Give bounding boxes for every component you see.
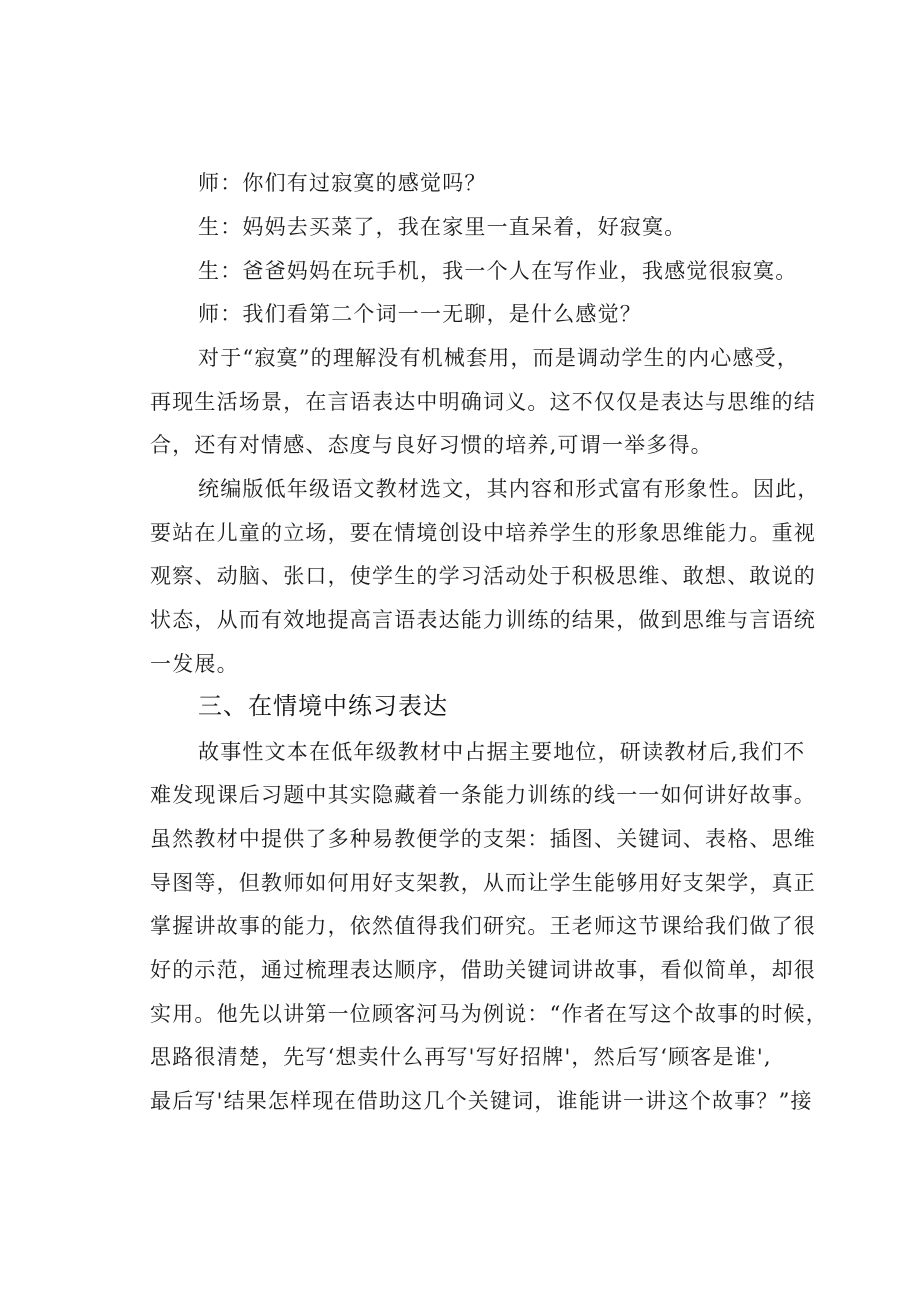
paragraph-line: 故事性文本在低年级教材中占据主要地位，研读教材后,我们不 xyxy=(198,740,806,764)
paragraph-line: 实用。他先以讲第一位顾客河马为例说：“作者在写这个故事的时候， xyxy=(150,1002,828,1026)
paragraph-line: 观察、动脑、张口，使学生的学习活动处于积极思维、敢想、敢说的 xyxy=(150,564,816,588)
dialogue-line: 生：妈妈去买菜了，我在家里一直呆着，好寂寞。 xyxy=(198,215,687,239)
section-heading: 三、在情境中练习表达 xyxy=(198,692,448,720)
paragraph-line: 再现生活场景，在言语表达中明确词义。这不仅仅是表达与思维的结 xyxy=(150,390,816,414)
paragraph-line: 一发展。 xyxy=(150,652,239,676)
paragraph-line: 好的示范，通过梳理表达顺序，借助关键词讲故事，看似简单，却很 xyxy=(150,958,816,982)
paragraph-line: 导图等，但教师如何用好支架教，从而让学生能够用好支架学，真正 xyxy=(150,871,816,895)
paragraph-line: 掌握讲故事的能力，依然值得我们研究。王老师这节课给我们做了很 xyxy=(150,914,816,938)
paragraph-line: 虽然教材中提供了多种易教便学的支架：插图、关键词、表格、思维 xyxy=(150,827,816,851)
paragraph-line: 对于“寂寞”的理解没有机械套用，而是调动学生的内心感受， xyxy=(198,346,800,370)
paragraph-line: 难发现课后习题中其实隐藏着一条能力训练的线一一如何讲好故事。 xyxy=(150,783,816,807)
dialogue-line: 师：我们看第二个词一一无聊，是什么感觉？ xyxy=(198,302,642,326)
paragraph-line: 思路很清楚，先写‘想卖什么再写'写好招牌'，然后写‘顾客是谁', xyxy=(150,1045,772,1069)
paragraph-line: 合，还有对情感、态度与良好习惯的培养,可谓一举多得。 xyxy=(150,433,713,457)
dialogue-line: 生：爸爸妈妈在玩手机，我一个人在写作业，我感觉很寂寞。 xyxy=(198,259,798,283)
paragraph-line: 最后写'结果怎样现在借助这几个关键词，谁能讲一讲这个故事？”接 xyxy=(150,1089,813,1113)
dialogue-line: 师：你们有过寂寞的感觉吗？ xyxy=(198,171,487,195)
paragraph-line: 要站在儿童的立场，要在情境创设中培养学生的形象思维能力。重视 xyxy=(150,521,816,545)
paragraph-line: 状态，从而有效地提高言语表达能力训练的结果，做到思维与言语统 xyxy=(150,608,816,632)
paragraph-line: 统编版低年级语文教材选文，其内容和形式富有形象性。因此， xyxy=(198,477,820,501)
